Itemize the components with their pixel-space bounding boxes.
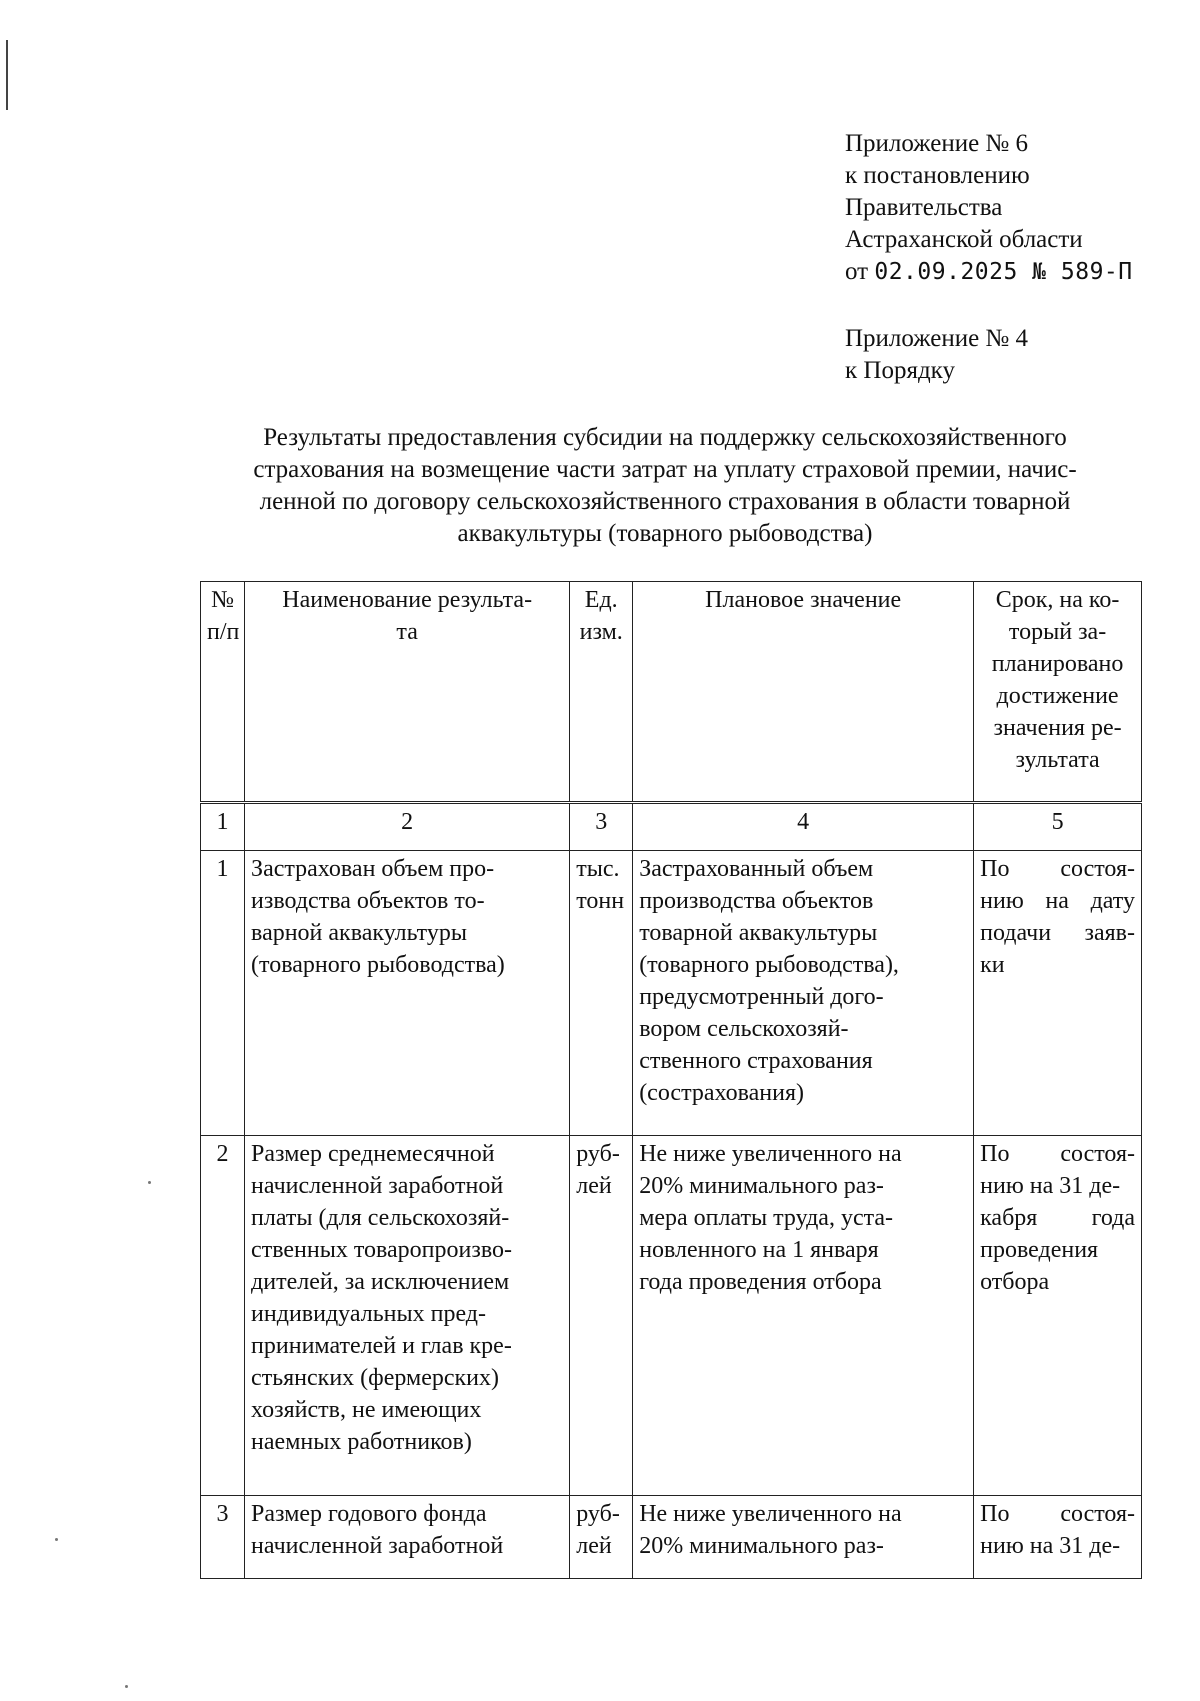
subheader-line: к Порядку [845,357,955,384]
numbering-cell: 1 [201,803,245,851]
header-cell-plan: Плановое значение [633,582,974,803]
row-number: 1 [201,851,245,1136]
title-line: страхования на возмещение части затрат на уплату страховой премии, начис- [253,456,1077,483]
document-title [195,422,1135,550]
scan-speck [55,1538,58,1541]
table-row [201,1496,1142,1579]
plan-value-cell: Не ниже увеличенного на 20% минимального раз- [633,1496,974,1579]
header-cell-number: № п/п [201,582,245,803]
result-name-cell: Размер годового фонда начисленной заработной [245,1496,570,1579]
numbering-cell: 2 [245,803,570,851]
numbering-cell: 3 [570,803,633,851]
header-cell-name: Наименование результа- та [245,582,570,803]
subheader-line: Приложение № 4 [845,325,1029,352]
result-name-cell: Размер среднемесячной начисленной заработной платы (для сельскохозяй- ственных товаропроизво- дителей, за исключением индивидуальных пред- принимателей и глав кре- стьянских (фермерских) хозяйств, не имеющих наемных работников) [245,1136,570,1496]
results-table [200,581,1142,1579]
term-cell: По состоя- нию на дату подачи заяв- ки [974,851,1142,1136]
table-numbering-row [201,803,1142,851]
scan-speck [125,1685,128,1688]
header-line: Астраханской области [845,226,1083,253]
title-line: ленной по договору сельскохозяйственного страхования в области товарной [259,488,1071,515]
header-date-line [845,256,1133,288]
row-number: 2 [201,1136,245,1496]
table-header-row [201,582,1142,803]
header-cell-unit: Ед. изм. [570,582,633,803]
term-cell: По состоя- нию на 31 де- кабря года проведения отбора [974,1136,1142,1496]
title-line: аквакультуры (товарного рыбоводства) [457,520,873,547]
title-line: Результаты предоставления субсидии на поддержку сельскохозяйственного [263,424,1067,451]
unit-cell: руб- лей [570,1136,633,1496]
unit-cell: руб- лей [570,1496,633,1579]
appendix-header [845,128,1133,288]
header-line: к постановлению [845,162,1030,189]
term-cell: По состоя- нию на 31 де- [974,1496,1142,1579]
numbering-cell: 4 [633,803,974,851]
table-row [201,851,1142,1136]
header-line: Правительства [845,194,1003,221]
plan-value-cell: Застрахованный объем производства объектов товарной аквакультуры (товарного рыбоводства), предусмотренный дого- вором сельскохозяй- ственного страхования (сострахования) [633,851,974,1136]
row-number: 3 [201,1496,245,1579]
scan-speck [148,1181,151,1184]
header-cell-term: Срок, на ко- торый за- планировано достижение значения ре- зультата [974,582,1142,803]
appendix-subheader [845,323,1028,387]
numbering-cell: 5 [974,803,1142,851]
table-row [201,1136,1142,1496]
plan-value-cell: Не ниже увеличенного на 20% минимального раз- мера оплаты труда, уста- новленного на 1 января года проведения отбора [633,1136,974,1496]
date-number-stamp: 02.09.2025 № 589-П [874,259,1133,285]
scan-edge-mark [6,40,8,110]
result-name-cell: Застрахован объем про- изводства объектов то- варной аквакультуры (товарного рыбоводства) [245,851,570,1136]
date-prefix: от [845,258,869,285]
unit-cell: тыс. тонн [570,851,633,1136]
header-line: Приложение № 6 [845,130,1029,157]
